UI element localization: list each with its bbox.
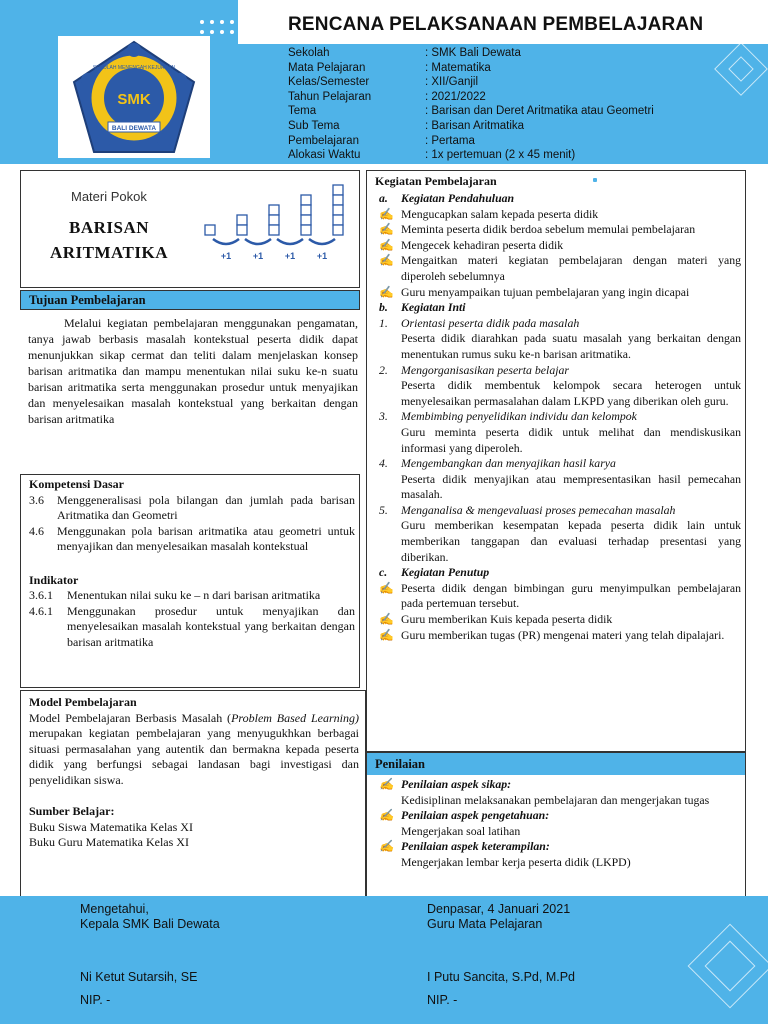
signature-right-name xyxy=(427,970,575,1008)
info-row xyxy=(288,75,654,90)
list-item: ✍ Guru menyampaikan tujuan pembelajaran yang ingin dicapai xyxy=(379,284,690,299)
writing-hand-icon: ✍ xyxy=(379,777,394,791)
model-text: Model Pembelajaran Berbasis Masalah (Problem Based Learning) merupakan kegiatan pembelajaran yang menyugukhkan berbagai situasi permasalahan yang autentik dan bermakna kepada peserta didik yang berfungsi sebagai landasan bagi investigasi dan penyelidikan siswa. xyxy=(29,710,359,787)
info-row xyxy=(288,104,654,119)
decorative-dots xyxy=(200,20,274,34)
list-item: ✍ Guru memberikan tugas (PR) mengenai materi yang telah dipalajari. xyxy=(379,627,725,642)
info-value: : 1x pertemuan (2 x 45 menit) xyxy=(425,149,576,162)
sign-right-line1: Denpasar, 4 Januari 2021 xyxy=(427,902,571,916)
info-key: Alokasi Waktu xyxy=(288,149,361,162)
penilaian-body xyxy=(379,777,741,871)
sumber-title: Sumber Belajar: xyxy=(29,804,115,818)
info-value: : SMK Bali Dewata xyxy=(425,47,521,59)
step-label: +1 xyxy=(220,251,232,261)
step-title: 3. Membimbing penyelidikan individu dan kelompok xyxy=(379,409,637,424)
penilaian-item-title: ✍ Penilaian aspek pengetahuan: xyxy=(379,808,550,823)
info-key: Sekolah xyxy=(288,47,330,59)
step-label: +1 xyxy=(284,251,296,261)
info-key: Mata Pelajaran xyxy=(288,61,366,74)
penilaian-box xyxy=(366,752,746,898)
list-item: ✍ Mengucapkan salam kepada peserta didik xyxy=(379,206,599,221)
signature-left-name xyxy=(80,970,197,1008)
writing-hand-icon: ✍ xyxy=(379,808,394,823)
kegiatan-title: Kegiatan Pembelajaran xyxy=(375,174,497,188)
info-value: : XII/Ganjil xyxy=(425,76,479,89)
info-row xyxy=(288,46,654,61)
kd-item: 3.6 Menggeneralisasi pola bilangan dan jumlah pada barisan Aritmatika dan Geometri xyxy=(29,492,355,522)
tujuan-title: Tujuan Pembelajaran xyxy=(29,293,146,307)
signature-left xyxy=(80,902,220,932)
writing-hand-icon: ✍ xyxy=(379,580,394,595)
info-key: Kelas/Semester xyxy=(288,76,370,89)
writing-hand-icon: ✍ xyxy=(379,253,394,268)
step-text: Guru meminta peserta didik untuk melihat dan mendiskusikan informasi yang diperoleh. xyxy=(401,424,741,455)
kompetensi-dasar-box xyxy=(20,474,360,688)
tujuan-header xyxy=(20,290,360,310)
penilaian-title: Penilaian xyxy=(375,757,426,771)
model-pembelajaran-box xyxy=(20,690,366,900)
info-value: : Barisan dan Deret Aritmatika atau Geometri xyxy=(425,105,654,118)
list-item: ✍ Peserta didik dengan bimbingan guru menyimpulkan pembelajaran pada pertemuan tersebut. xyxy=(379,580,741,611)
kegiatan-header xyxy=(367,171,745,191)
writing-hand-icon: ✍ xyxy=(379,612,394,627)
sumber-item: Buku Guru Matematika Kelas XI xyxy=(29,835,189,849)
info-row xyxy=(288,148,654,163)
penilaian-item-title: ✍ Penilaian aspek sikap: xyxy=(379,777,512,791)
info-row xyxy=(288,61,654,76)
page-title: RENCANA PELAKSANAAN PEMBELAJARAN xyxy=(288,14,704,35)
indikator-item: 3.6.1 Menentukan nilai suku ke – n dari barisan aritmatika xyxy=(29,588,321,602)
info-key: Sub Tema xyxy=(288,119,340,132)
kd-item: 4.6 Menggunakan pola barisan aritmatika atau geometri untuk menyajikan dan menyelesaikan masalah kontekstual xyxy=(29,523,355,553)
model-title: Model Pembelajaran xyxy=(29,695,137,709)
sign-right-nip: NIP. - xyxy=(427,993,458,1007)
step-title: 5. Menganalisa & mengevaluasi proses pemecahan masalah xyxy=(379,502,676,517)
header xyxy=(0,0,768,164)
info-row xyxy=(288,119,654,134)
step-label: +1 xyxy=(316,251,328,261)
section-heading: b. Kegiatan Inti xyxy=(379,300,466,315)
section-heading: a. Kegiatan Pendahuluan xyxy=(379,191,515,205)
list-item: ✍ Guru memberikan Kuis kepada peserta didik xyxy=(379,612,613,627)
penilaian-header xyxy=(367,753,745,775)
info-key: Tema xyxy=(288,105,317,118)
school-logo xyxy=(58,36,210,158)
sumber-item: Buku Siswa Matematika Kelas XI xyxy=(29,819,193,834)
indikator-item: 4.6.1 Menggunakan prosedur untuk menyajikan dan menyelesaikan masalah kontekstual yang berkaitan dengan barisan aritmatika xyxy=(29,603,355,649)
sign-left-nip: NIP. - xyxy=(80,993,111,1007)
info-value: : Pertama xyxy=(425,134,475,147)
info-row xyxy=(288,134,654,149)
step-text: Peserta didik diarahkan pada suatu masalah yang berkaitan dengan menentukan rumus suku ke-n barisan aritmatika. xyxy=(401,331,741,361)
info-value: : 2021/2022 xyxy=(425,90,486,103)
sign-right-line2: Guru Mata Pelajaran xyxy=(427,917,543,931)
info-value: : Barisan Aritmatika xyxy=(425,119,525,132)
logo-banner: BALI DEWATA xyxy=(111,125,157,132)
stairs-illustration xyxy=(201,183,361,263)
writing-hand-icon: ✍ xyxy=(379,839,394,854)
step-title: 4. Mengembangkan dan menyajikan hasil karya xyxy=(379,456,616,471)
sign-left-line1: Mengetahui, xyxy=(80,902,149,916)
sign-left-line2: Kepala SMK Bali Dewata xyxy=(80,917,220,931)
tujuan-body xyxy=(28,315,358,427)
list-item: ✍ Mengecek kehadiran peserta didik xyxy=(379,237,564,252)
list-item: ✍ Meminta peserta didik berdoa sebelum memulai pembelajaran xyxy=(379,222,696,237)
info-row xyxy=(288,90,654,105)
step-title: 2. Mengorganisasikan peserta belajar xyxy=(379,362,569,377)
step-title: 1. Orientasi peserta didik pada masalah xyxy=(379,315,580,330)
logo-text: SMK xyxy=(117,91,151,108)
info-key: Tahun Pelajaran xyxy=(288,90,372,103)
penilaian-item-text: Mengerjakan lembar kerja peserta didik (LKPD) xyxy=(401,854,631,869)
info-value: : Matematika xyxy=(425,61,491,74)
materi-name-line2: ARITMATIKA xyxy=(49,243,169,262)
logo-ring-text: SEKOLAH MENENGAH KEJURUAN xyxy=(92,65,176,71)
sign-left-name: Ni Ketut Sutarsih, SE xyxy=(80,970,198,984)
writing-hand-icon: ✍ xyxy=(379,206,394,221)
kegiatan-body xyxy=(379,191,741,643)
writing-hand-icon: ✍ xyxy=(379,222,394,237)
info-key: Pembelajaran xyxy=(288,134,359,147)
step-label: +1 xyxy=(252,251,264,261)
tujuan-text: Melalui kegiatan pembelajaran menggunakan pengamatan, tanya jawab berbasis masalah kontekstual peserta didik dapat menunjukkan sikap cermat dan teliti dalam menjelaskan konsep barisan aritmatika dan mampu menentukan nilai suku ke-n suatu barisan aritmatika serta menggunakan prosedur untuk menyajikan dan menyelesaikan masalah kontekstual yang berkaitan dengan barisan aritmatika xyxy=(28,316,358,426)
step-text: Guru memberikan kesempatan kepada peserta didik lain untuk memberikan tanggapan dan evaluasi terhadap presentasi yang diberikan. xyxy=(401,518,741,564)
section-heading: c. Kegiatan Penutup xyxy=(379,565,490,580)
penilaian-item-title: ✍ Penilaian aspek keterampilan: xyxy=(379,839,550,854)
indikator-title: Indikator xyxy=(29,572,79,587)
materi-pokok-box xyxy=(20,170,360,288)
materi-name-line1: BARISAN xyxy=(68,218,150,237)
writing-hand-icon: ✍ xyxy=(379,627,394,642)
kegiatan-box xyxy=(366,170,746,752)
step-text: Peserta didik membentuk kelompok secara heterogen untuk menyelesaikan permasalahan dalam LKPD yang diberikan oleh guru. xyxy=(401,378,741,408)
materi-name xyxy=(49,215,169,265)
penilaian-item-text: Mengerjakan soal latihan xyxy=(401,823,521,838)
signature-right xyxy=(427,902,570,932)
kd-title: Kompetensi Dasar xyxy=(29,477,124,491)
sign-right-name: I Putu Sancita, S.Pd, M.Pd xyxy=(427,970,575,984)
penilaian-item-text: Kedisiplinan melaksanakan pembelajaran dan mengerjakan tugas xyxy=(401,792,710,807)
list-item: ✍ Mengaitkan materi kegiatan pembelajaran dengan materi yang diperoleh sebelumnya xyxy=(379,253,741,283)
writing-hand-icon: ✍ xyxy=(379,237,394,252)
rpp-info xyxy=(288,46,654,163)
writing-hand-icon: ✍ xyxy=(379,284,394,299)
step-text: Peserta didik menyajikan atau mempresentasikan hasil pemecahan masalah. xyxy=(401,471,741,502)
materi-label: Materi Pokok xyxy=(71,189,147,204)
